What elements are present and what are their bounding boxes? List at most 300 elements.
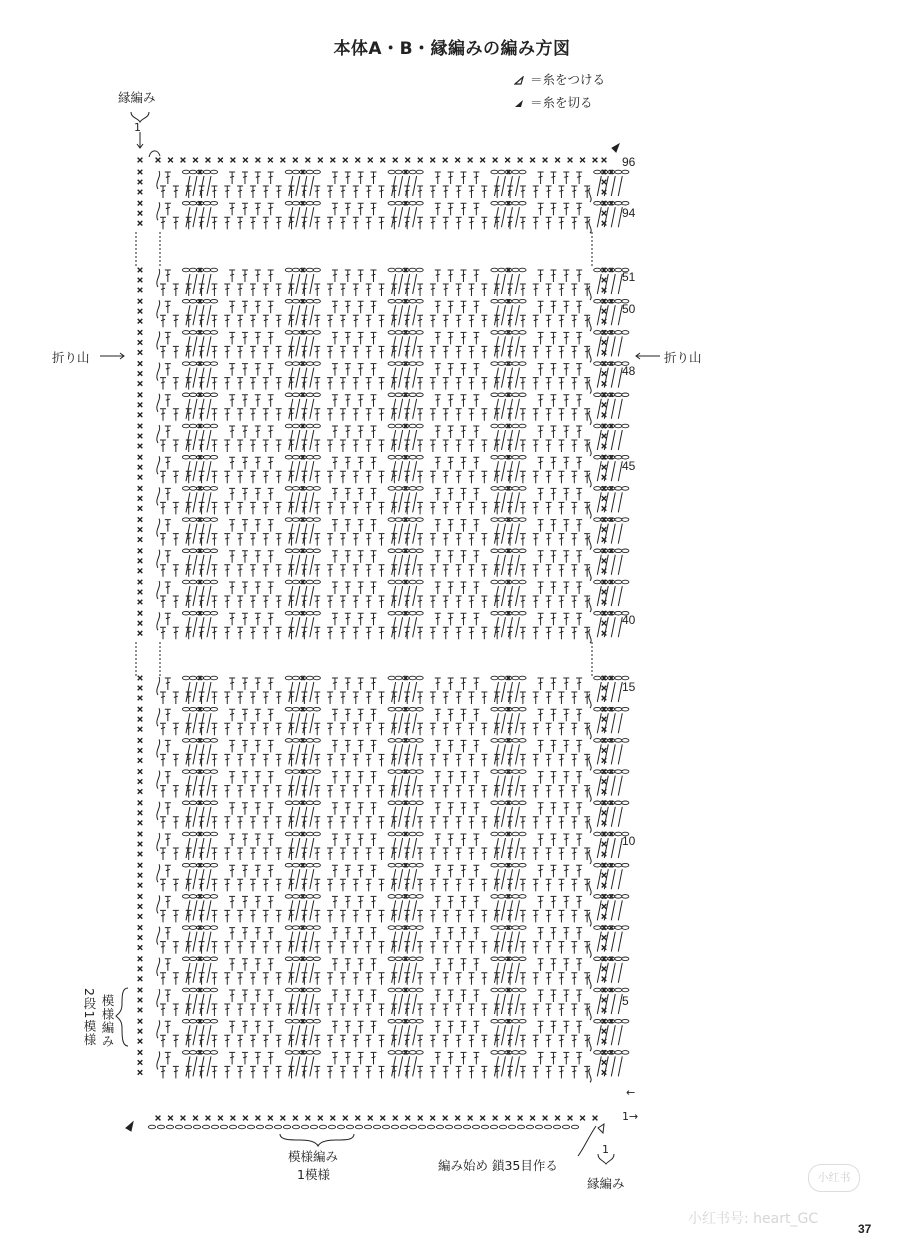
treble-stitch	[173, 692, 179, 704]
treble-stitch	[255, 803, 261, 815]
chain-stitch	[210, 170, 217, 174]
chain-stitch	[388, 424, 395, 428]
chain-stitch	[166, 1125, 173, 1129]
fan-treble	[399, 524, 403, 544]
treble-stitch	[340, 723, 346, 735]
treble-stitch	[211, 565, 217, 577]
edge-single-crochet	[468, 1116, 473, 1121]
chain-stitch	[544, 1125, 551, 1129]
treble-stitch	[268, 488, 274, 500]
treble-stitch	[263, 315, 269, 327]
treble-stitch	[435, 865, 441, 877]
treble-stitch	[435, 896, 441, 908]
chain-stitch	[285, 299, 292, 303]
chain-stitch	[512, 362, 519, 366]
treble-stitch	[379, 848, 385, 860]
treble-stitch	[448, 520, 454, 532]
edge-single-crochet	[602, 371, 607, 376]
chain-stitch	[285, 1019, 292, 1023]
edge-single-crochet	[602, 621, 607, 626]
edge-single-crochet	[602, 873, 607, 878]
treble-stitch	[268, 203, 274, 215]
treble-stitch	[263, 848, 269, 860]
chain-stitch	[400, 1125, 407, 1129]
treble-stitch	[576, 426, 582, 438]
chain-stitch	[182, 170, 189, 174]
treble-stitch	[314, 471, 320, 483]
fan-treble	[618, 963, 622, 983]
treble-stitch	[332, 959, 338, 971]
chain-stitch	[498, 611, 505, 615]
fan-treble	[310, 776, 314, 796]
fan-treble	[310, 176, 314, 196]
treble-stitch	[160, 409, 166, 421]
treble-stitch	[366, 786, 372, 798]
chain-stitch	[388, 739, 395, 743]
treble-stitch	[314, 1004, 320, 1016]
treble-stitch	[563, 426, 569, 438]
treble-stitch	[353, 879, 359, 891]
fan-treble	[193, 368, 197, 388]
chain-stitch	[306, 487, 313, 491]
treble-stitch	[533, 1035, 539, 1047]
edge-single-crochet	[138, 696, 143, 701]
treble-stitch	[263, 502, 269, 514]
fan-treble	[399, 932, 403, 952]
fan-treble	[604, 176, 608, 196]
treble-stitch	[371, 426, 377, 438]
treble-stitch	[550, 613, 556, 625]
treble-stitch	[468, 186, 474, 198]
chain-stitch	[182, 455, 189, 459]
chain-stitch	[306, 299, 313, 303]
treble-stitch	[276, 409, 282, 421]
fan-treble	[399, 176, 403, 196]
chain-stitch	[210, 739, 217, 743]
chain-stitch	[409, 863, 416, 867]
treble-stitch	[520, 627, 526, 639]
treble-stitch	[358, 865, 364, 877]
fan-treble	[604, 368, 608, 388]
treble-stitch	[371, 865, 377, 877]
treble-stitch	[173, 186, 179, 198]
chain-stitch	[615, 331, 622, 335]
chain-stitch	[306, 801, 313, 805]
fan-treble	[399, 807, 403, 827]
treble-stitch	[340, 315, 346, 327]
treble-stitch	[379, 378, 385, 390]
treble-stitch	[358, 1052, 364, 1064]
treble-stitch	[435, 520, 441, 532]
treble-stitch	[481, 754, 487, 766]
treble-stitch	[263, 1035, 269, 1047]
chain-stitch	[220, 1125, 227, 1129]
fan-treble	[604, 838, 608, 858]
treble-stitch	[358, 896, 364, 908]
chain-stitch	[498, 455, 505, 459]
chain-stitch	[203, 393, 210, 397]
treble-stitch	[224, 817, 230, 829]
treble-stitch	[448, 203, 454, 215]
turning-chain	[589, 975, 591, 989]
treble-stitch	[520, 754, 526, 766]
edge-single-crochet	[138, 883, 143, 888]
chain-stitch	[337, 1125, 344, 1129]
edge-single-crochet	[505, 158, 510, 163]
chain-stitch	[491, 926, 498, 930]
treble-stitch	[314, 596, 320, 608]
chain-stitch	[490, 1125, 497, 1129]
treble-stitch	[332, 520, 338, 532]
row1-marker: 1→	[622, 1110, 639, 1123]
edge-single-crochet	[138, 977, 143, 982]
chain-stitch	[416, 863, 423, 867]
treble-stitch	[255, 301, 261, 313]
treble-stitch	[430, 186, 436, 198]
treble-stitch	[255, 678, 261, 690]
treble-stitch	[263, 534, 269, 546]
treble-stitch	[460, 772, 466, 784]
treble-stitch	[435, 1052, 441, 1064]
chain-stitch	[615, 518, 622, 522]
chain-stitch	[313, 739, 320, 743]
fan-treble	[296, 586, 300, 606]
treble-stitch	[481, 346, 487, 358]
treble-stitch	[481, 627, 487, 639]
chain-stitch	[285, 1051, 292, 1055]
treble-stitch	[379, 786, 385, 798]
chain-stitch	[416, 549, 423, 553]
treble-stitch	[558, 471, 564, 483]
treble-stitch	[435, 834, 441, 846]
treble-stitch	[314, 346, 320, 358]
treble-stitch	[473, 1021, 479, 1033]
treble-stitch	[224, 1004, 230, 1016]
chain-stitch	[395, 362, 402, 366]
treble-stitch	[538, 172, 544, 184]
chain-stitch	[313, 487, 320, 491]
edge-single-crochet	[493, 158, 498, 163]
treble-stitch	[345, 1021, 351, 1033]
treble-stitch	[460, 834, 466, 846]
treble-stitch	[371, 803, 377, 815]
treble-stitch	[276, 786, 282, 798]
treble-stitch	[276, 502, 282, 514]
fan-treble	[618, 586, 622, 606]
treble-stitch	[340, 817, 346, 829]
fan-treble	[515, 682, 519, 702]
treble-stitch	[417, 692, 423, 704]
treble-stitch	[460, 582, 466, 594]
chain-stitch	[210, 676, 217, 680]
chain-stitch	[285, 424, 292, 428]
treble-stitch	[358, 172, 364, 184]
chain-stitch	[382, 1125, 389, 1129]
treble-stitch	[371, 959, 377, 971]
chain-stitch	[395, 988, 402, 992]
treble-stitch	[538, 772, 544, 784]
treble-stitch	[165, 959, 171, 971]
treble-stitch	[546, 471, 552, 483]
treble-stitch	[430, 942, 436, 954]
treble-stitch	[263, 596, 269, 608]
treble-stitch	[327, 409, 333, 421]
treble-stitch	[160, 502, 166, 514]
fan-treble	[501, 368, 505, 388]
treble-stitch	[160, 910, 166, 922]
treble-stitch	[358, 426, 364, 438]
treble-stitch	[332, 678, 338, 690]
chain-stitch	[498, 863, 505, 867]
treble-stitch	[576, 332, 582, 344]
treble-stitch	[546, 315, 552, 327]
fan-treble	[515, 274, 519, 294]
chain-stitch	[416, 926, 423, 930]
treble-stitch	[558, 440, 564, 452]
treble-stitch	[250, 879, 256, 891]
edge-single-crochet	[602, 590, 607, 595]
chain-stitch	[519, 832, 526, 836]
fan-treble	[193, 336, 197, 356]
chain-stitch	[594, 801, 601, 805]
fan-treble	[604, 492, 608, 512]
chain-stitch	[388, 832, 395, 836]
treble-stitch	[576, 896, 582, 908]
fan-treble	[611, 776, 615, 796]
treble-stitch	[538, 1052, 544, 1064]
fan-treble	[515, 713, 519, 733]
fan-treble	[399, 274, 403, 294]
chain-stitch	[498, 393, 505, 397]
chain-stitch	[292, 957, 299, 961]
treble-stitch	[563, 834, 569, 846]
treble-stitch	[460, 364, 466, 376]
treble-stitch	[576, 834, 582, 846]
treble-stitch	[430, 565, 436, 577]
chain-stitch	[292, 331, 299, 335]
treble-stitch	[558, 534, 564, 546]
chain-stitch	[313, 1019, 320, 1023]
fan-treble	[413, 776, 417, 796]
fan-treble	[207, 461, 211, 481]
treble-stitch	[468, 627, 474, 639]
chain-stitch	[498, 331, 505, 335]
chain-stitch	[491, 170, 498, 174]
treble-stitch	[353, 1004, 359, 1016]
treble-stitch	[353, 186, 359, 198]
treble-stitch	[250, 1004, 256, 1016]
fan-treble	[399, 586, 403, 606]
treble-stitch	[448, 740, 454, 752]
treble-stitch	[242, 678, 248, 690]
edge-single-crochet	[443, 158, 448, 163]
treble-stitch	[430, 910, 436, 922]
fan-treble	[413, 963, 417, 983]
treble-stitch	[242, 772, 248, 784]
treble-stitch	[473, 740, 479, 752]
fan-treble	[193, 776, 197, 796]
chain-stitch	[203, 801, 210, 805]
treble-stitch	[448, 426, 454, 438]
treble-stitch	[250, 1066, 256, 1078]
chain-stitch	[436, 1125, 443, 1129]
fan-treble	[611, 744, 615, 764]
chain-stitch	[409, 549, 416, 553]
fan-treble	[501, 524, 505, 544]
chain-stitch	[313, 770, 320, 774]
fan-treble	[597, 1025, 601, 1045]
treble-stitch	[345, 709, 351, 721]
treble-stitch	[558, 346, 564, 358]
treble-stitch	[417, 565, 423, 577]
treble-stitch	[358, 709, 364, 721]
chain-stitch	[416, 1051, 423, 1055]
chain-stitch	[203, 331, 210, 335]
treble-stitch	[550, 959, 556, 971]
treble-stitch	[237, 723, 243, 735]
chain-stitch	[519, 863, 526, 867]
treble-stitch	[371, 709, 377, 721]
fan-treble	[207, 617, 211, 637]
treble-stitch	[165, 582, 171, 594]
treble-stitch	[468, 217, 474, 229]
treble-stitch	[224, 186, 230, 198]
treble-stitch	[242, 520, 248, 532]
chain-stitch	[292, 676, 299, 680]
edge-single-crochet	[343, 158, 348, 163]
treble-stitch	[358, 364, 364, 376]
treble-stitch	[443, 440, 449, 452]
treble-stitch	[550, 520, 556, 532]
treble-stitch	[340, 284, 346, 296]
chain-stitch	[256, 1125, 263, 1129]
treble-stitch	[160, 627, 166, 639]
chain-stitch	[182, 424, 189, 428]
treble-stitch	[448, 172, 454, 184]
chain-stitch	[203, 201, 210, 205]
edge-single-crochet	[602, 998, 607, 1003]
chain-stitch	[182, 393, 189, 397]
treble-stitch	[558, 596, 564, 608]
edge-single-crochet	[393, 158, 398, 163]
treble-stitch	[576, 803, 582, 815]
treble-stitch	[563, 709, 569, 721]
fan-treble	[611, 682, 615, 702]
treble-stitch	[571, 817, 577, 829]
chain-stitch	[182, 487, 189, 491]
fan-treble	[501, 838, 505, 858]
treble-stitch	[550, 172, 556, 184]
fan-treble	[604, 555, 608, 575]
treble-stitch	[538, 426, 544, 438]
treble-stitch	[456, 284, 462, 296]
treble-stitch	[563, 301, 569, 313]
treble-stitch	[340, 1066, 346, 1078]
fan-treble	[207, 524, 211, 544]
treble-stitch	[366, 409, 372, 421]
treble-stitch	[366, 284, 372, 296]
treble-stitch	[224, 754, 230, 766]
treble-stitch	[430, 1004, 436, 1016]
chain-stitch	[498, 549, 505, 553]
chain-stitch	[285, 801, 292, 805]
chain-stitch	[395, 676, 402, 680]
chain-stitch	[622, 1019, 629, 1023]
turning-chain	[157, 739, 160, 757]
treble-stitch	[576, 395, 582, 407]
edge-single-crochet	[568, 1116, 573, 1121]
chain-stitch	[463, 1125, 470, 1129]
chain-stitch	[395, 393, 402, 397]
treble-stitch	[332, 488, 338, 500]
chain-stitch	[189, 926, 196, 930]
fan-treble	[515, 461, 519, 481]
fan-treble	[611, 900, 615, 920]
treble-stitch	[366, 1066, 372, 1078]
treble-stitch	[229, 395, 235, 407]
treble-stitch	[481, 817, 487, 829]
chain-stitch	[615, 1051, 622, 1055]
chain-stitch	[472, 1125, 479, 1129]
fan-treble	[597, 1056, 601, 1076]
treble-stitch	[456, 217, 462, 229]
fan-treble	[193, 492, 197, 512]
chain-stitch	[388, 487, 395, 491]
treble-stitch	[468, 848, 474, 860]
treble-stitch	[165, 740, 171, 752]
chain-stitch	[306, 832, 313, 836]
treble-stitch	[268, 1052, 274, 1064]
chain-stitch	[409, 801, 416, 805]
edge-single-crochet	[138, 455, 143, 460]
treble-stitch	[550, 301, 556, 313]
fan-treble	[618, 713, 622, 733]
treble-stitch	[435, 928, 441, 940]
chain-stitch	[285, 170, 292, 174]
treble-stitch	[165, 709, 171, 721]
fan-treble	[207, 336, 211, 356]
chain-stitch	[409, 739, 416, 743]
chain-stitch	[388, 988, 395, 992]
fan-treble	[501, 461, 505, 481]
chain-stitch	[313, 707, 320, 711]
treble-stitch	[379, 723, 385, 735]
turning-chain	[589, 504, 591, 518]
treble-stitch	[242, 582, 248, 594]
edge-single-crochet	[455, 158, 460, 163]
fan-treble	[597, 336, 601, 356]
treble-stitch	[371, 551, 377, 563]
treble-stitch	[379, 186, 385, 198]
fan-treble	[399, 869, 403, 889]
fan-treble	[501, 555, 505, 575]
treble-stitch	[520, 1066, 526, 1078]
chain-stitch	[285, 362, 292, 366]
chain-stitch	[313, 863, 320, 867]
fan-treble	[310, 617, 314, 637]
treble-stitch	[358, 834, 364, 846]
fan-treble	[193, 963, 197, 983]
chain-stitch	[210, 331, 217, 335]
treble-stitch	[345, 301, 351, 313]
fan-treble	[611, 207, 615, 227]
treble-stitch	[417, 315, 423, 327]
chain-stitch	[373, 1125, 380, 1129]
treble-stitch	[224, 284, 230, 296]
treble-stitch	[546, 817, 552, 829]
edge-single-crochet	[181, 1116, 186, 1121]
fan-treble	[207, 1056, 211, 1076]
